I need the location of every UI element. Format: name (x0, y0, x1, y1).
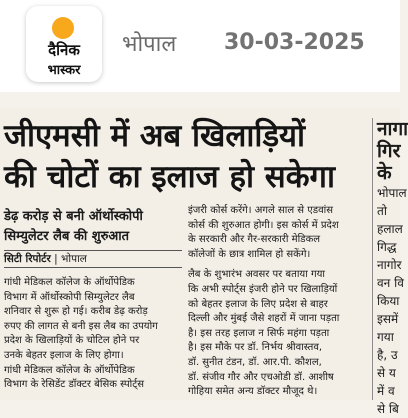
headline-line-1: जीएमसी में अब खिलाड़ियों (4, 118, 306, 154)
logo-text-line2: भास्कर (47, 63, 81, 78)
subhead-line-1: डेढ़ करोड़ से बनी ऑर्थोस्कोपी (4, 209, 143, 224)
text-line: इसमें (377, 312, 399, 326)
subhead-line-2: सिम्युलेटर लैब की शुरुआत (4, 229, 130, 244)
text-line: है, उ (377, 348, 398, 362)
text-line: लैब के शुभारंभ अवसर पर बताया गया (188, 269, 326, 281)
text-line: डॉ. संजीव गौर और एचओडी डॉ. आशीष (188, 371, 334, 383)
text-line: रुपए की लागत से बनी इस लैब का उपयोग (4, 320, 158, 332)
edition-date: 30-03-2025 (224, 30, 365, 55)
text-line: किया (377, 294, 400, 308)
text-line: विभाग में ऑर्थोस्कोपी सिम्युलेटर लैब (4, 291, 135, 303)
text-line: हलाल (377, 222, 403, 236)
text-line: से बि (377, 402, 399, 416)
adjacent-headline-fragment: नागा (377, 118, 408, 140)
text-line: भोपाल (377, 186, 407, 200)
text-line: गया (377, 330, 394, 344)
adjacent-headline-fragment: गिर (377, 140, 401, 162)
text-line: उनके बेहतर इलाज के लिए होगा। (4, 349, 124, 361)
adjacent-article-column (372, 118, 408, 416)
article-subheadline (4, 207, 184, 247)
byline-separator: | (54, 253, 62, 265)
logo-text-line1: दैनिक (48, 41, 80, 59)
text-line: तो (377, 204, 387, 218)
text-line: शनिवार से शुरू हो गई। करीब डेढ़ करोड़ (4, 306, 148, 318)
headline-line-2: की चोटों का इलाज हो सकेगा (4, 159, 336, 195)
dainik-bhaskar-logo[interactable] (26, 6, 102, 82)
text-line: कोर्स की शुरुआत होगी। इस कोर्स में प्रदेश (188, 219, 339, 231)
edition-city: भोपाल (122, 32, 177, 57)
article-byline (4, 250, 182, 268)
byline-city: भोपाल (61, 253, 87, 265)
text-line: डॉ. सुनीत टंडन, डॉ. आर.पी. कौशल, (188, 356, 322, 368)
text-line: कि अभी स्पोर्ट्स इंजरी होने पर खिलाड़ियों (188, 283, 338, 295)
article-column-left (4, 276, 180, 400)
text-line: नागोर (377, 258, 402, 272)
text-line: है। इस तरह इलाज न सिर्फ महंगा पड़ता (188, 327, 330, 339)
text-line: से य (377, 366, 396, 380)
text-line: दिल्ली और मुंबई जैसे शहरों में जाना पड़ता (188, 313, 340, 325)
text-line: गिद्ध (377, 240, 397, 254)
sun-icon (52, 17, 74, 39)
text-line: गोहिया समेत अन्य डॉक्टर मौजूद थे। (188, 386, 318, 398)
text-line: है। इस मौके पर डॉ. निर्भय श्रीवास्तव, (188, 342, 323, 354)
article-column-middle (188, 204, 368, 400)
byline-author: सिटी रिपोर्टर (4, 253, 51, 265)
text-line: विभाग के रेसिडेंट डॉक्टर बेसिक स्पोर्ट्स (4, 379, 145, 391)
article-headline (4, 116, 374, 198)
adjacent-headline-fragment: के (377, 162, 392, 184)
text-line: प्रदेश के खिलाड़ियों के चोटिल होने पर (4, 335, 140, 347)
text-line: वन वि (377, 276, 404, 290)
text-line: इंजरी कोर्स करेंगे। अगले साल से एडवांस (188, 205, 334, 216)
text-line: को बेहतर इलाज के लिए प्रदेश से बाहर (188, 298, 328, 310)
text-line: गांधी मेडिकल कॉलेज के ऑर्थोपेडिक (4, 364, 135, 376)
text-line: के सरकारी और गैर-सरकारी मेडिकल (188, 234, 321, 246)
text-line: में व (377, 384, 395, 398)
text-line: कॉलेजों के छात्र शामिल हो सकेंगे। (188, 248, 311, 260)
text-line: गांधी मेडिकल कॉलेज के ऑर्थोपेडिक (4, 277, 135, 288)
app-header (0, 0, 400, 92)
